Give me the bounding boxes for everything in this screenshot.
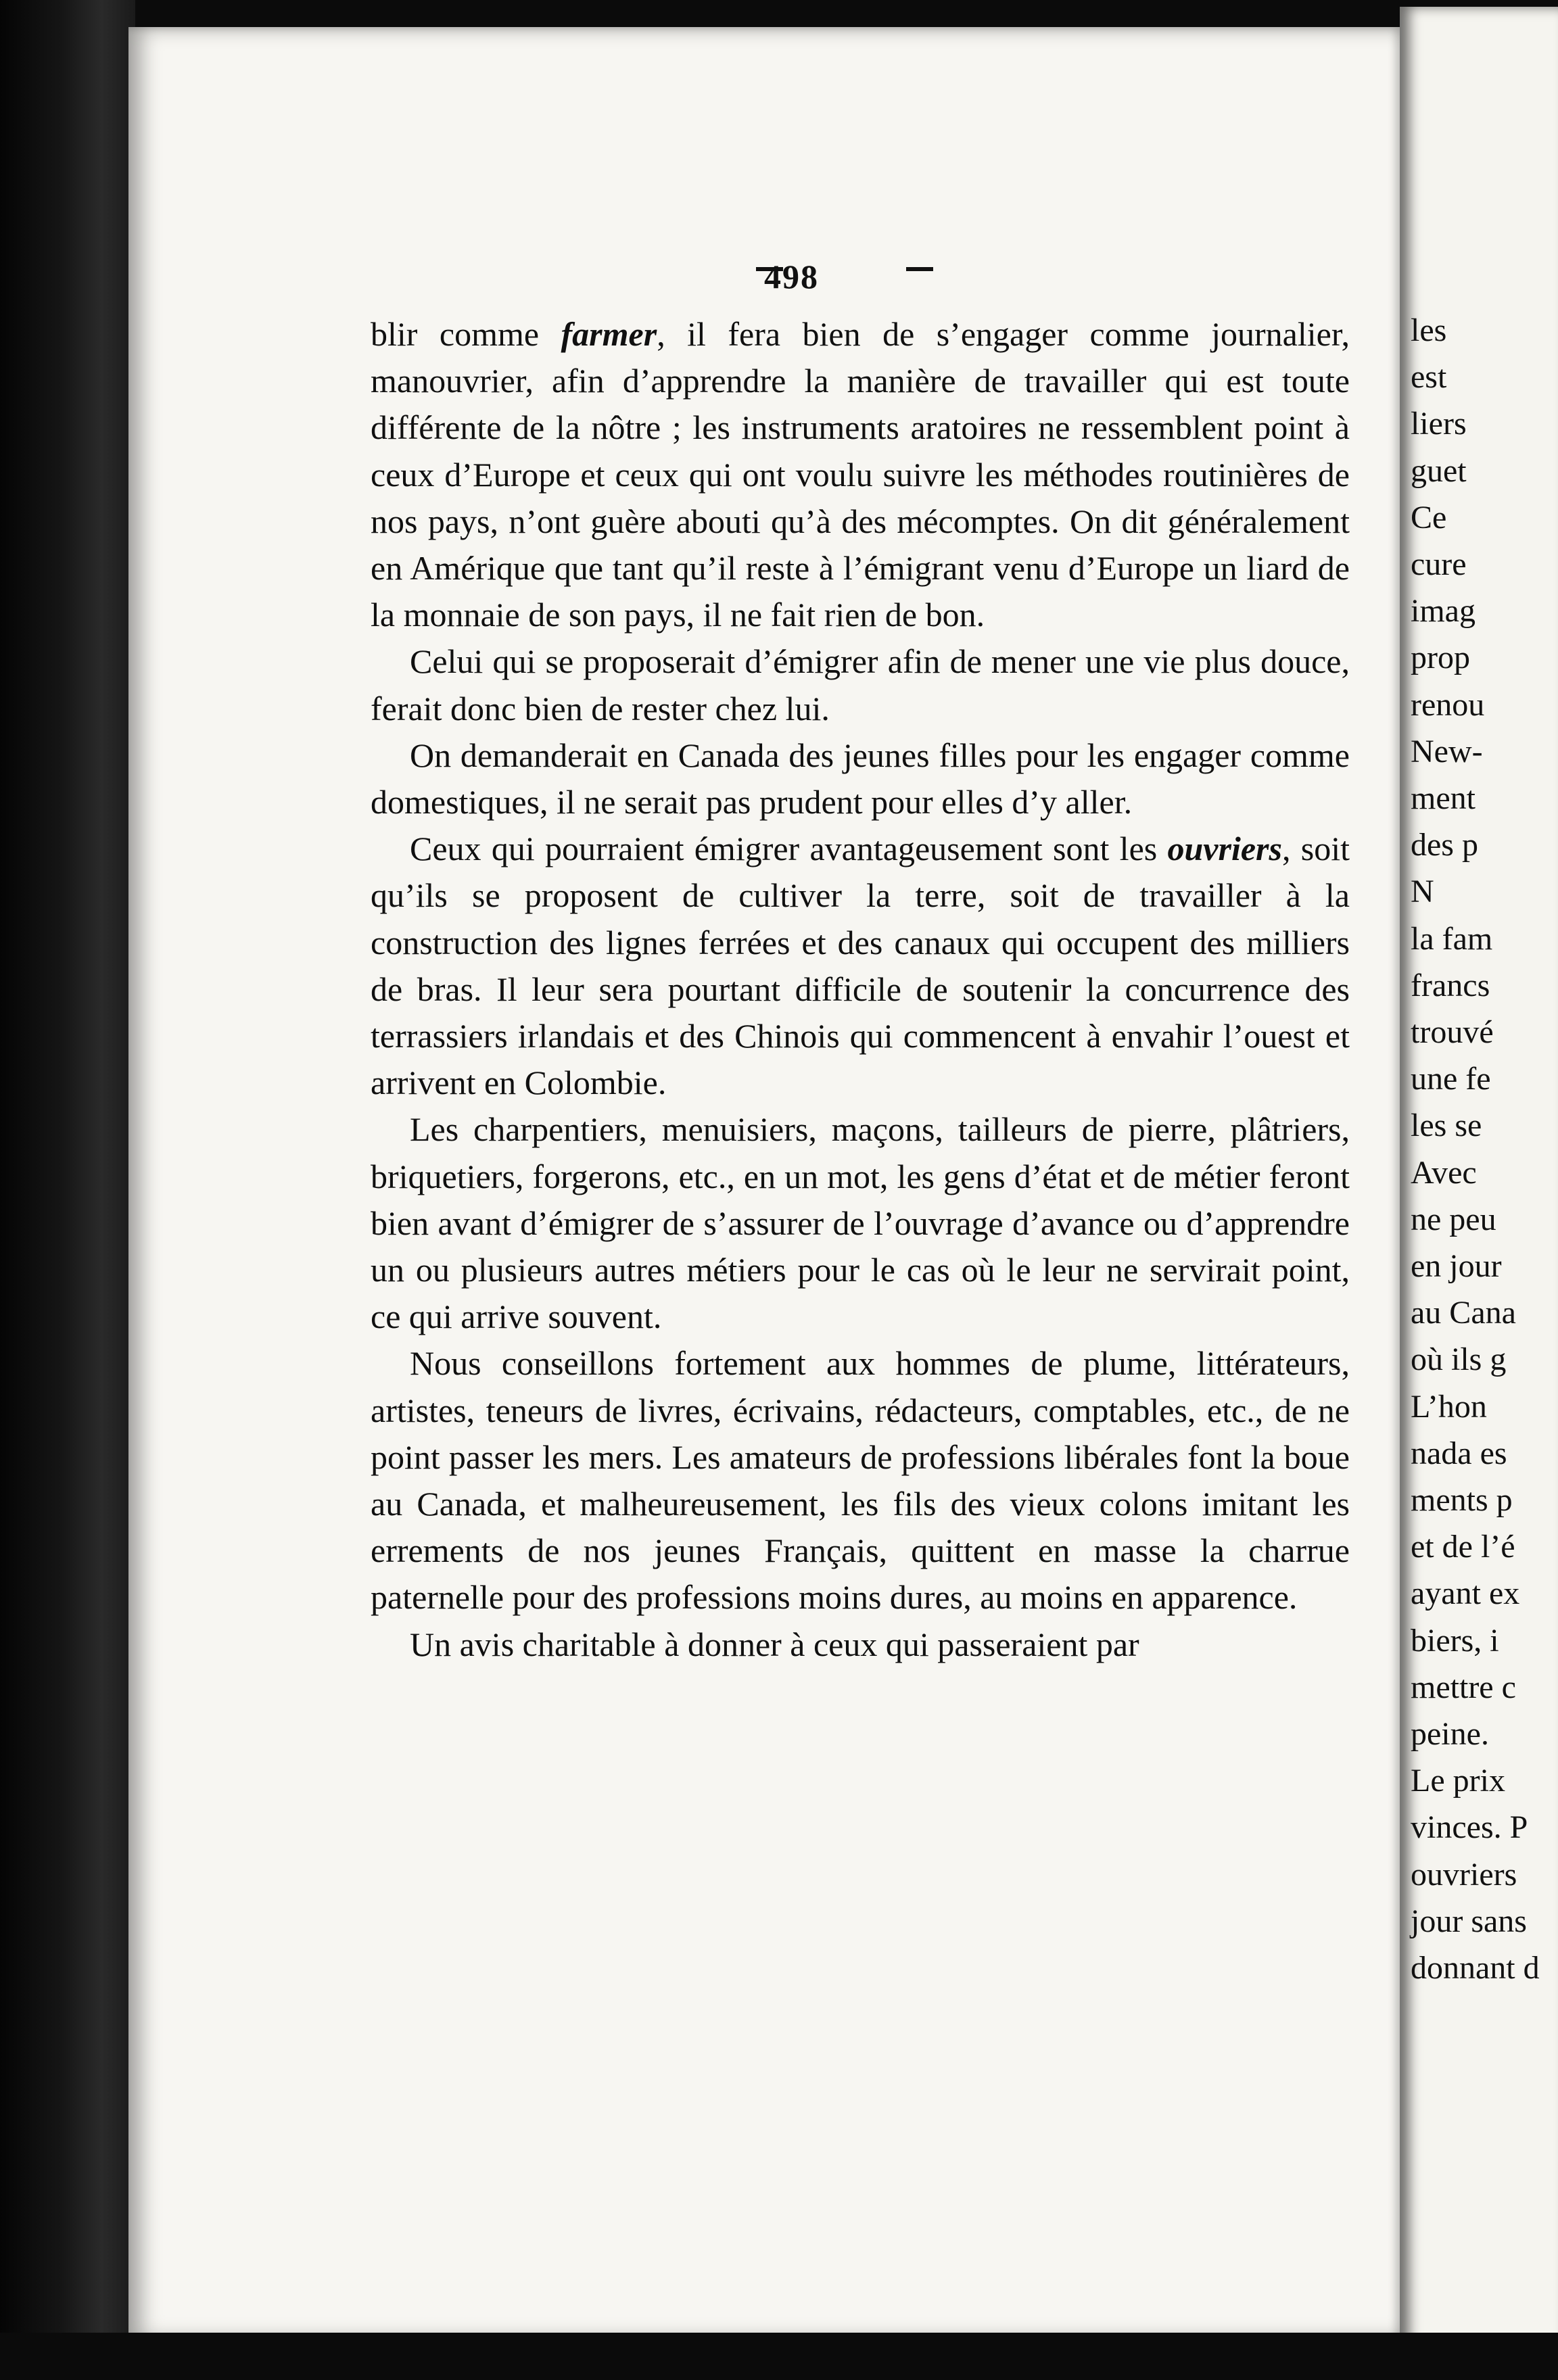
facing-page-line: mettre c bbox=[1411, 1669, 1516, 1705]
facing-page-line: est bbox=[1411, 359, 1447, 396]
facing-page-line: jour sans bbox=[1411, 1903, 1527, 1939]
text-run: Un avis charitable à donner à ceux qui passeraient par bbox=[410, 1625, 1139, 1663]
text-run: Nous conseillons fortement aux hommes de plume, littérateurs, artistes, teneurs de livres, écrivains, rédacteurs, comptables, etc., de ne point passer les mers. Les amateurs de professions libérales font la boue au Canada, et malheureusement, les fils des vieux colons imitant les errements de nos jeunes Français, quittent en masse la charrue paternelle pour des professions moins dures, au moins en apparence. bbox=[371, 1344, 1350, 1617]
text-run: Ceux qui pourraient émigrer avantageusement sont les bbox=[410, 830, 1168, 868]
facing-page-line: des p bbox=[1411, 827, 1478, 863]
paragraph bbox=[371, 311, 1350, 638]
facing-page-line: ne peu bbox=[1411, 1201, 1496, 1237]
facing-page-line: peine. bbox=[1411, 1716, 1489, 1752]
facing-page-line: ments p bbox=[1411, 1482, 1513, 1518]
facing-page-line: une fe bbox=[1411, 1061, 1491, 1097]
paragraph bbox=[371, 1621, 1350, 1668]
paragraph bbox=[371, 1106, 1350, 1340]
facing-page-line: où ils g bbox=[1411, 1341, 1507, 1378]
text-run: , il fera bien de s’engager comme journalier, manouvrier, afin d’apprendre la manière de travailler qui est toute différente de la nôtre ; les instruments aratoires ne ressemblent point à ceux d’Europe et ceux qui ont voulu suivre les méthodes routinières de nos pays, n’ont guère abouti qu’à des mécomptes. On dit généralement en Amérique que tant qu’il reste à l’émigrant venu d’Europe un liard de la monnaie de son pays, il ne fait rien de bon. bbox=[371, 315, 1350, 634]
facing-page-line: les bbox=[1411, 312, 1447, 348]
scan-bottom-edge bbox=[0, 2333, 1558, 2380]
facing-page-line: donnant d bbox=[1411, 1950, 1540, 1986]
facing-page-line: les se bbox=[1411, 1108, 1482, 1144]
facing-page-fragment bbox=[1400, 7, 1558, 2353]
text-run: Celui qui se proposerait d’émigrer afin de mener une vie plus douce, ferait donc bien de rester chez lui. bbox=[371, 642, 1350, 728]
facing-page-line: trouvé bbox=[1411, 1014, 1494, 1050]
text-run: On demanderait en Canada des jeunes filles pour les engager comme domestiques, il ne serait pas prudent pour elles d’y aller. bbox=[371, 736, 1350, 822]
facing-page-line: en jour bbox=[1411, 1248, 1502, 1284]
facing-page-line: guet bbox=[1411, 452, 1467, 489]
facing-page-line: Avec bbox=[1411, 1154, 1477, 1191]
book-spine bbox=[0, 0, 135, 2380]
facing-page-line: au Cana bbox=[1411, 1295, 1516, 1331]
facing-page-line: imag bbox=[1411, 593, 1476, 629]
paragraph bbox=[371, 1340, 1350, 1621]
facing-page-line: vinces. P bbox=[1411, 1809, 1528, 1846]
text-run: Les charpentiers, menuisiers, maçons, tailleurs de pierre, plâtriers, briquetiers, forgerons, etc., en un mot, les gens d’état et de métier feront bien avant d’émigrer de s’assurer de l’ouvrage d’avance ou d’apprendre un ou plusieurs autres métiers pour le cas où le leur ne servirait point, ce qui arrive souvent. bbox=[371, 1110, 1350, 1336]
facing-page-line: renou bbox=[1411, 686, 1485, 723]
facing-page-line: liers bbox=[1411, 406, 1467, 442]
facing-page-line: et de l’é bbox=[1411, 1529, 1515, 1565]
page-number-dash-right bbox=[906, 267, 933, 271]
facing-page-line: Ce bbox=[1411, 499, 1447, 536]
facing-page-line: ouvriers bbox=[1411, 1856, 1517, 1893]
facing-page-line: N bbox=[1411, 874, 1434, 910]
italic-term: ouvriers bbox=[1167, 830, 1282, 868]
facing-page-line: L’hon bbox=[1411, 1388, 1487, 1425]
paragraph bbox=[371, 638, 1350, 732]
paragraph bbox=[371, 732, 1350, 826]
facing-page-line: francs bbox=[1411, 967, 1490, 1003]
facing-page-line: ment bbox=[1411, 780, 1476, 816]
facing-page-line: Le prix bbox=[1411, 1763, 1505, 1799]
facing-page-line: ayant ex bbox=[1411, 1575, 1520, 1612]
facing-page-line: biers, i bbox=[1411, 1622, 1499, 1659]
facing-page-line: la fam bbox=[1411, 920, 1493, 957]
body-text bbox=[371, 311, 1350, 1668]
italic-term: farmer bbox=[561, 315, 657, 353]
facing-page-line: cure bbox=[1411, 546, 1467, 582]
paragraph bbox=[371, 826, 1350, 1106]
facing-page-line: New- bbox=[1411, 733, 1483, 769]
facing-page-line: nada es bbox=[1411, 1435, 1507, 1471]
text-run: blir comme bbox=[371, 315, 561, 353]
text-run: , soit qu’ils se proposent de cultiver la terre, soit de travailler à la construction des lignes ferrées et des canaux qui occupent des milliers de bras. Il leur sera pourtant difficile de soutenir la concurrence des terrassiers irlandais et des Chinois qui commencent à envahir l’ouest et arrivent en Colombie. bbox=[371, 830, 1350, 1102]
page-number: 498 bbox=[764, 258, 819, 295]
facing-page-line: prop bbox=[1411, 640, 1470, 676]
